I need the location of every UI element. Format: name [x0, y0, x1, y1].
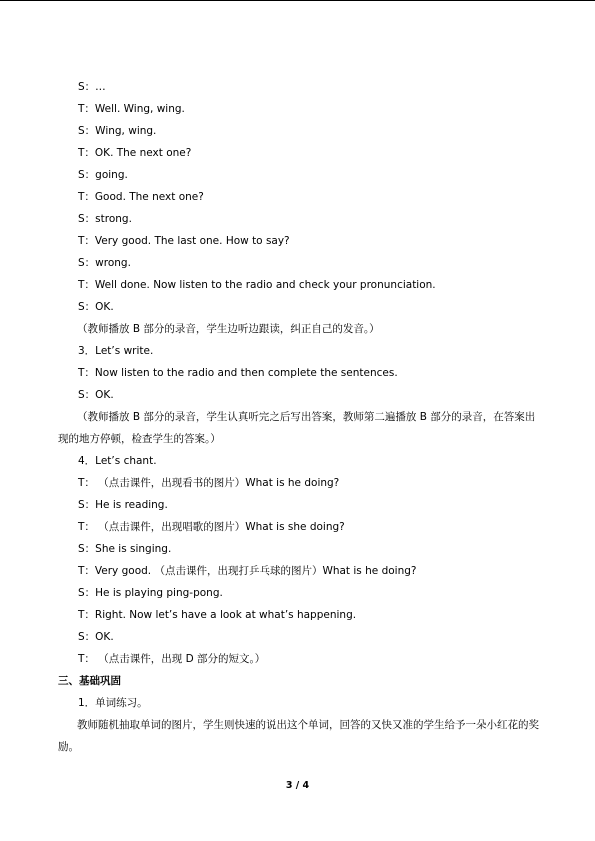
dialogue-line: T：Right. Now let’s have a look at what’s happening. [78, 609, 357, 621]
exercise-title: 1．单词练习。 [78, 697, 148, 709]
dialogue-line: S：OK. [78, 301, 114, 313]
page-top-rule [0, 0, 595, 1]
dialogue-line: T： （点击课件，出现唱歌的图片）What is she doing? [78, 521, 345, 533]
dialogue-line: T：Very good. The last one. How to say? [78, 235, 290, 247]
dialogue-line: S：strong. [78, 213, 132, 225]
dialogue-line: S：She is singing. [78, 543, 172, 555]
dialogue-line: S：He is reading. [78, 499, 168, 511]
step-title-lets-write: 3．Let’s write. [78, 345, 154, 357]
teacher-note: （教师播放 B 部分的录音，学生边听边跟读，纠正自己的发音。） [77, 323, 380, 335]
dialogue-line: T：Very good. （点击课件，出现打乒乓球的图片）What is he doing? [78, 565, 417, 577]
teacher-note: （教师播放 B 部分的录音，学生认真听完之后写出答案，教师第二遍播放 B 部分的录音，在答案出现的地方停顿，检查学生的答案。） [58, 411, 536, 445]
dialogue-line: S：going. [78, 169, 128, 181]
dialogue-line: T： （点击课件，出现 D 部分的短文。） [78, 653, 266, 665]
dialogue-line: T：Well. Wing, wing. [78, 103, 185, 115]
dialogue-line: T：Now listen to the radio and then complete the sentences. [78, 367, 398, 379]
page-number: 3 / 4 [285, 780, 310, 791]
dialogue-line: S：OK. [78, 389, 114, 401]
step-title-lets-chant: 4．Let’s chant. [78, 455, 157, 467]
dialogue-line: T：OK. The next one? [78, 147, 192, 159]
exercise-body: 教师随机抽取单词的图片，学生则快速的说出这个单词，回答的又快又准的学生给予一朵小红花的奖励。 [58, 719, 539, 753]
dialogue-line: S：OK. [78, 631, 114, 643]
section-heading-basic-consolidation: 三、基础巩固 [58, 675, 121, 687]
dialogue-line: T：Well done. Now listen to the radio and check your pronunciation. [78, 279, 436, 291]
dialogue-line: S：Wing, wing. [78, 125, 157, 137]
dialogue-line: S：wrong. [78, 257, 131, 269]
dialogue-line: T：Good. The next one? [78, 191, 204, 203]
dialogue-line: T： （点击课件，出现看书的图片）What is he doing? [78, 477, 340, 489]
document-body [58, 76, 540, 758]
dialogue-line: S：… [78, 81, 106, 93]
dialogue-line: S：He is playing ping-pong. [78, 587, 223, 599]
